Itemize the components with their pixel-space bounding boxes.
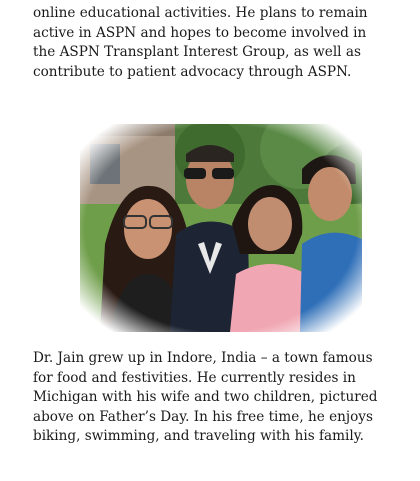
article-paragraph-bio [33,349,405,447]
paragraph-line: above on Father’s Day. In his free time, he enjoys [33,408,373,425]
family-photo [80,124,362,332]
paragraph-line: the ASPN Transplant Interest Group, as well as [33,44,361,60]
paragraph-line: active in ASPN and hopes to become involved in [33,24,367,41]
paragraph-line: biking, swimming, and traveling with his family. [33,428,364,444]
paragraph-line: Michigan with his wife and two children, pictured [33,389,378,405]
article-paragraph-intro [33,4,405,82]
paragraph-line: contribute to patient advocacy through ASPN. [33,63,352,80]
family-photo-illustration [80,124,362,332]
paragraph-line: for food and festivities. He currently resides in [33,369,356,386]
paragraph-line: Dr. Jain grew up in Indore, India – a town famous [33,350,373,366]
paragraph-line: online educational activities. He plans to remain [33,5,368,21]
